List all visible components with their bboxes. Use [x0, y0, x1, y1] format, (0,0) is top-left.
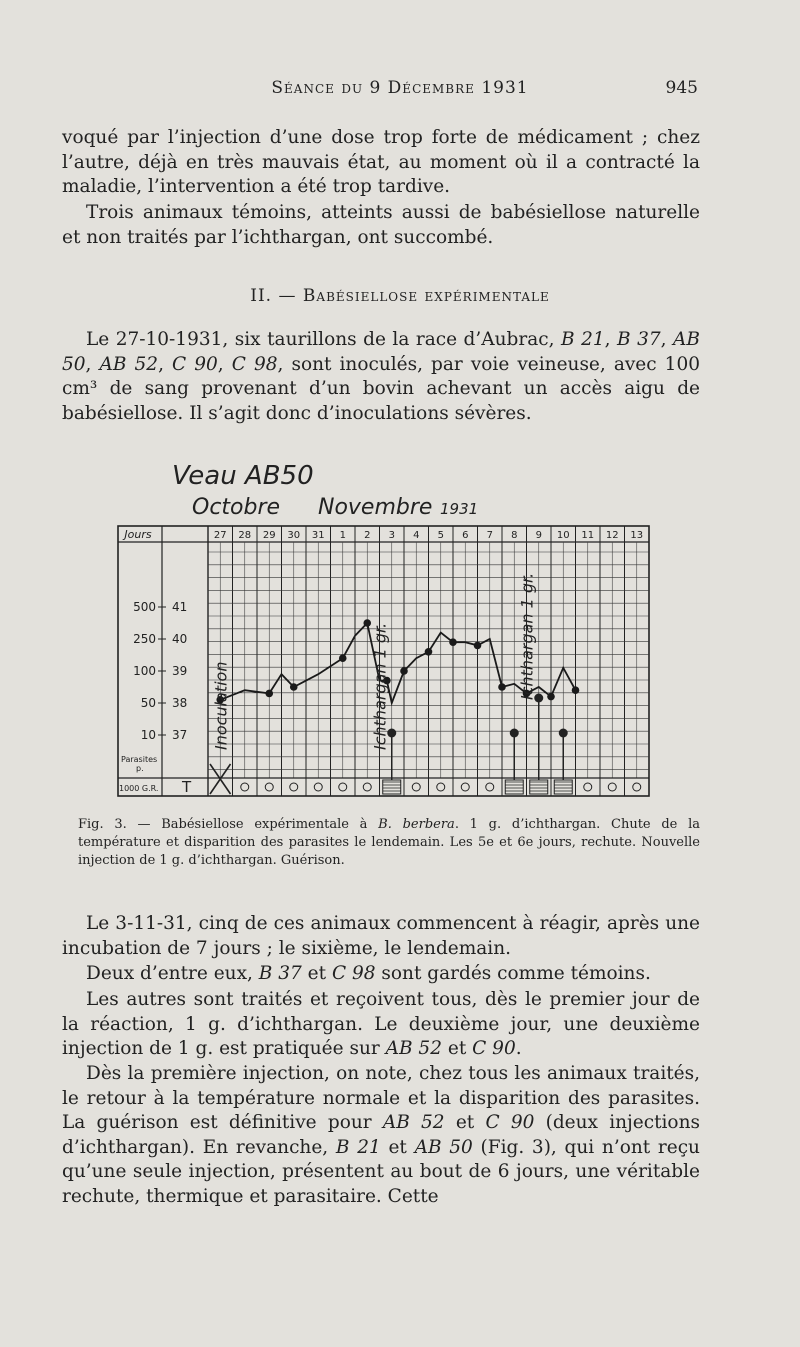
parasite-scale-label: 500 [133, 600, 156, 614]
section-title: Babésiellose expérimentale [302, 286, 550, 306]
animal-id: AB 50 [62, 329, 701, 375]
text-run: (deux injections d’ichthargan). En revanche, [62, 1112, 700, 1158]
day-label: 28 [238, 530, 252, 541]
animal-id: AB 50 [414, 1136, 473, 1158]
annotation-ichthargan-2: Ichthargan 1 gr. [517, 572, 537, 700]
figure-month-october: Octobre [192, 495, 281, 520]
animal-id: C 90 [472, 1038, 516, 1059]
parasite-scale-label: 50 [140, 696, 156, 710]
day-label: 13 [630, 530, 644, 541]
annotation-inoculation: Inoculation [211, 661, 231, 750]
temperature-scale-label: 40 [172, 632, 188, 646]
temperature-point [290, 683, 298, 691]
paragraph-4: Le 3-11-31, cinq de ces animaux commencent à réagir, après une incubation de 7 jours ; le sixième, le lendemain. [62, 913, 700, 959]
day-label: 6 [462, 530, 469, 541]
day-label: 7 [486, 530, 493, 541]
parasites-label: Parasites [121, 755, 158, 764]
animal-id: C 98 [331, 963, 376, 984]
zero-parasite-mark [314, 783, 322, 791]
text-run: , [604, 329, 618, 350]
text-run: Deux d’entre eux, [86, 963, 259, 984]
text-run: et [380, 1136, 415, 1158]
figure-caption [78, 816, 700, 870]
text-run: et [444, 1112, 486, 1133]
jours-label: Jours [124, 528, 152, 541]
zero-parasite-mark [241, 783, 249, 791]
day-label: 11 [581, 530, 595, 541]
section-dash: — [278, 286, 297, 306]
paragraph-7 [62, 1062, 700, 1209]
running-title: Séance du 9 Décembre 1931 [271, 78, 529, 98]
text-run: , sont inoculés, par voie veineuse, avec 100 cm³ de sang provenant d’un bovin achevant un accès aigu de babésiellose. Il s’agit donc d’inoculations sévères. [62, 353, 700, 424]
zero-parasite-mark [461, 783, 469, 791]
day-label: 10 [556, 530, 570, 541]
animal-id: AB 52 [385, 1038, 442, 1059]
caption-species: B. berbera [378, 817, 455, 832]
text-run: Dès la première injection, on note, chez tous les animaux traités, le retour à la température normale et la disparition des parasites. La guérison est définitive pour [62, 1063, 700, 1133]
temperature-point [339, 654, 347, 662]
temperature-point [400, 667, 408, 675]
text-run: . [515, 1038, 522, 1059]
zero-parasite-mark [633, 783, 641, 791]
annotation-ichthargan-1: Ichthargan 1 gr. [370, 622, 390, 750]
parasite-point [510, 729, 519, 738]
running-head [0, 78, 800, 102]
day-label: 30 [287, 530, 301, 541]
figure-month-november: Novembre [318, 495, 433, 520]
text-run: , [660, 329, 674, 350]
day-label: 2 [364, 530, 371, 541]
zero-parasite-mark [412, 783, 420, 791]
day-label: 4 [413, 530, 420, 541]
caption-text: Fig. 3. — Babésiellose expérimentale à [78, 817, 379, 832]
text-run: sont gardés comme témoins. [375, 963, 651, 984]
animal-id: C 98 [231, 353, 278, 375]
temperature-point [572, 686, 580, 694]
zero-parasite-mark [486, 783, 494, 791]
parasite-scale-label: 100 [133, 664, 156, 678]
zero-parasite-mark [290, 783, 298, 791]
temperature-chart-figure [0, 450, 800, 810]
day-label: 31 [311, 530, 325, 541]
temperature-scale-label: 38 [172, 696, 188, 710]
animal-id: AB 52 [99, 353, 159, 375]
section-heading [0, 286, 800, 306]
temperature-scale-label: 39 [172, 664, 188, 678]
temperature-scale-label: 37 [172, 728, 188, 742]
day-label: 27 [213, 530, 227, 541]
animal-id: C 90 [485, 1112, 535, 1133]
zero-parasite-mark [363, 783, 371, 791]
parasites-label: p. [136, 764, 144, 773]
day-label: 9 [535, 530, 542, 541]
text-run: Les autres sont traités et reçoivent tous, dès le premier jour de la réaction, 1 g. d’ichthargan. Le deuxième jour, une deuxième injection de 1 g. est pratiquée sur [62, 989, 700, 1059]
text-run: (Fig. 3), qui n’ont reçu qu’une seule injection, présentent au bout de 6 jours, une véritable rechute, thermique et parasitaire. Cette [62, 1136, 700, 1207]
animal-id: B 37 [617, 329, 661, 350]
temperature-point [265, 690, 273, 698]
paragraph-6 [62, 988, 700, 1062]
day-label: 29 [262, 530, 276, 541]
parasite-point [559, 729, 568, 738]
paragraph-3 [62, 328, 700, 426]
page-number: 945 [665, 78, 698, 98]
animal-id: AB 52 [382, 1112, 445, 1133]
zero-parasite-mark [437, 783, 445, 791]
caption-text: . 1 g. d’ichthargan. Chute de la température et disparition des parasites le lendemain. Les 5e et 6e jours, rechute. Nouvelle injection de 1 g. d’ichthargan. Guérison. [78, 817, 701, 868]
parasites-label: 1000 G.R. [119, 784, 159, 793]
parasite-scale-label: 10 [140, 728, 156, 742]
zero-parasite-mark [265, 783, 273, 791]
paragraph-5 [62, 962, 700, 987]
day-label: 5 [437, 530, 444, 541]
text-run: Le 27-10-1931, six taurillons de la race d’Aubrac, [86, 329, 561, 350]
animal-id: C 90 [172, 353, 218, 375]
day-label: 1 [339, 530, 346, 541]
animal-id: B 21 [560, 329, 605, 350]
day-label: 3 [388, 530, 395, 541]
chart-marks [211, 573, 579, 794]
day-label: 8 [511, 530, 518, 541]
text-run: , [217, 353, 232, 375]
section-numeral: II. [250, 286, 273, 306]
animal-id: B 21 [335, 1136, 381, 1158]
temperature-scale-label: 41 [172, 600, 188, 614]
t-label: T [182, 778, 192, 796]
paragraph-1: voqué par l’injection d’une dose trop forte de médicament ; chez l’autre, déjà en très mauvais état, au moment où il a contracté la maladie, l’intervention a été trop tardive. [62, 127, 700, 197]
text-run: , [85, 353, 100, 375]
text-run: et [301, 963, 332, 984]
animal-id: B 37 [258, 963, 302, 984]
zero-parasite-mark [608, 783, 616, 791]
zero-parasite-mark [339, 783, 347, 791]
figure-year: 1931 [440, 500, 479, 518]
temperature-point [547, 693, 555, 701]
temperature-point [474, 642, 482, 650]
day-label: 12 [605, 530, 619, 541]
text-run: et [441, 1038, 473, 1059]
zero-parasite-mark [584, 783, 592, 791]
text-run: , [158, 353, 173, 375]
parasite-scale-label: 250 [133, 632, 156, 646]
temperature-point [425, 648, 433, 656]
temperature-point [449, 638, 457, 646]
temperature-point [498, 683, 506, 691]
figure-title: Veau AB50 [172, 461, 314, 491]
paragraph-2: Trois animaux témoins, atteints aussi de babésiellose naturelle et non traités par l’ichthargan, ont succombé. [62, 202, 700, 248]
